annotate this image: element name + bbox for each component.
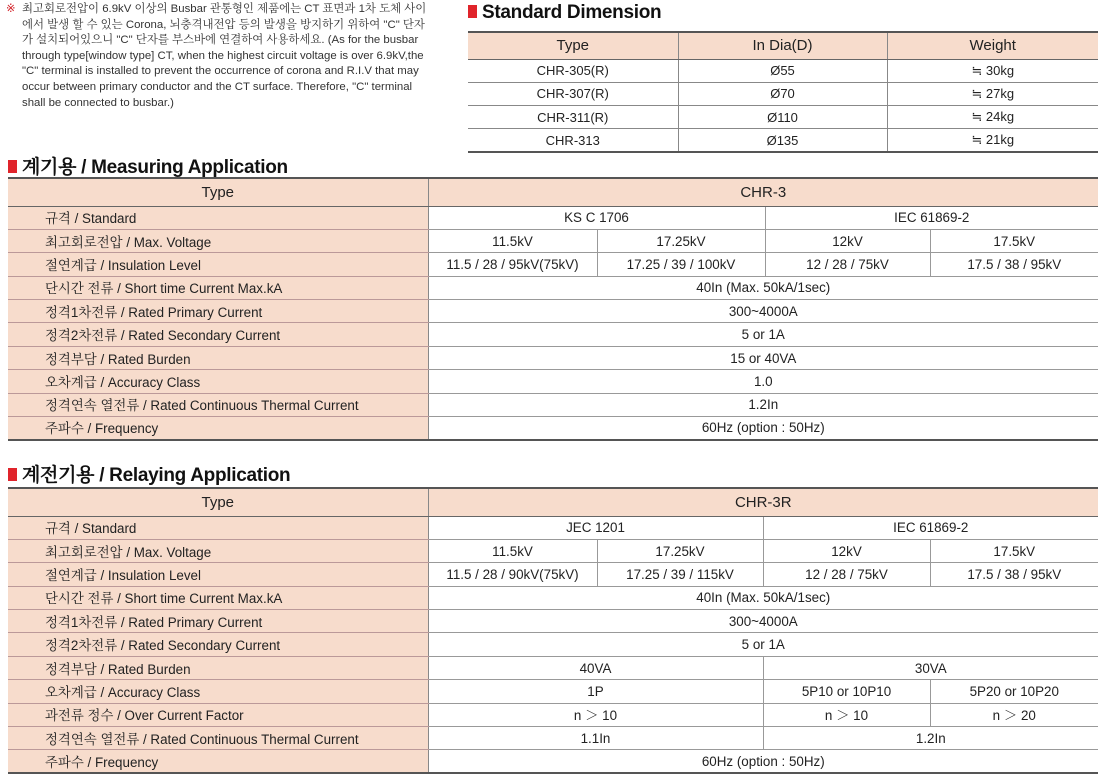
table-row (8, 539, 1098, 562)
cell: 12 / 28 / 75kV (763, 563, 930, 586)
cell: 5 or 1A (428, 633, 1098, 656)
relaying-spec-table (8, 487, 1098, 774)
row-label: 주파수 / Frequency (8, 417, 428, 440)
red-square-icon (468, 5, 477, 18)
note-text-block (6, 2, 430, 111)
row-label: 최고회로전압 / Max. Voltage (8, 539, 428, 562)
cell: 17.5kV (930, 229, 1098, 252)
cell: JEC 1201 (428, 516, 763, 539)
meas-type-label: Type (8, 178, 428, 206)
dim-header-type: Type (468, 32, 678, 59)
table-row (8, 727, 1098, 750)
table-row (8, 346, 1098, 369)
cell: 5 or 1A (428, 323, 1098, 346)
table-row (8, 633, 1098, 656)
cell: 30VA (763, 656, 1098, 679)
row-label: 규격 / Standard (8, 516, 428, 539)
table-row (8, 417, 1098, 440)
dim-cell: CHR-305(R) (468, 59, 678, 82)
cell: 5P10 or 10P10 (763, 680, 930, 703)
cell: 11.5 / 28 / 90kV(75kV) (428, 563, 597, 586)
dim-cell: Ø110 (678, 106, 887, 129)
dim-cell: ≒ 30kg (887, 59, 1098, 82)
cell: 17.25 / 39 / 115kV (597, 563, 763, 586)
measuring-section-title (8, 152, 288, 179)
dim-cell: Ø70 (678, 82, 887, 105)
row-label: 절연계급 / Insulation Level (8, 563, 428, 586)
table-row (8, 323, 1098, 346)
row-label: 정격2차전류 / Rated Secondary Current (8, 633, 428, 656)
row-label: 정격부담 / Rated Burden (8, 656, 428, 679)
dim-cell: ≒ 27kg (887, 82, 1098, 105)
table-row (8, 276, 1098, 299)
table-row (8, 656, 1098, 679)
relaying-section-title (8, 460, 290, 487)
cell: 17.25 / 39 / 100kV (597, 253, 765, 276)
cell: n ＞ 10 (428, 703, 763, 726)
row-label: 단시간 전류 / Short time Current Max.kA (8, 276, 428, 299)
cell: 17.25kV (597, 539, 763, 562)
cell: 5P20 or 10P20 (930, 680, 1098, 703)
table-row (8, 516, 1098, 539)
table-row (468, 106, 1098, 129)
dim-cell: Ø135 (678, 129, 887, 152)
cell: 17.25kV (597, 229, 765, 252)
cell: 1P (428, 680, 763, 703)
cell: 1.1In (428, 727, 763, 750)
table-row (8, 703, 1098, 726)
cell: 11.5kV (428, 539, 597, 562)
cell: 12kV (763, 539, 930, 562)
dim-header-weight: Weight (887, 32, 1098, 59)
meas-model: CHR-3 (428, 178, 1098, 206)
table-row (8, 370, 1098, 393)
cell: 11.5kV (428, 229, 597, 252)
row-label: 정격연속 열전류 / Rated Continuous Thermal Current (8, 727, 428, 750)
table-row (8, 610, 1098, 633)
cell: 12kV (765, 229, 930, 252)
cell: 17.5kV (930, 539, 1098, 562)
relay-model: CHR-3R (428, 488, 1098, 516)
red-square-icon (8, 160, 17, 173)
measuring-title-text: 계기용 / Measuring Application (22, 157, 288, 178)
cell: 11.5 / 28 / 95kV(75kV) (428, 253, 597, 276)
row-label: 단시간 전류 / Short time Current Max.kA (8, 586, 428, 609)
dim-cell: ≒ 24kg (887, 106, 1098, 129)
row-label: 오차계급 / Accuracy Class (8, 370, 428, 393)
note-mark: ※ (6, 3, 16, 15)
cell: n ＞ 20 (930, 703, 1098, 726)
measuring-spec-table (8, 177, 1098, 441)
cell: 1.0 (428, 370, 1098, 393)
table-row (8, 206, 1098, 229)
row-label: 과전류 정수 / Over Current Factor (8, 703, 428, 726)
row-label: 규격 / Standard (8, 206, 428, 229)
dim-cell: CHR-313 (468, 129, 678, 152)
table-row (8, 229, 1098, 252)
row-label: 정격부담 / Rated Burden (8, 346, 428, 369)
row-label: 절연계급 / Insulation Level (8, 253, 428, 276)
row-label: 오차계급 / Accuracy Class (8, 680, 428, 703)
cell: 300~4000A (428, 610, 1098, 633)
table-row (8, 750, 1098, 773)
table-row (8, 680, 1098, 703)
cell: KS C 1706 (428, 206, 765, 229)
cell: 1.2In (428, 393, 1098, 416)
relaying-title-text: 계전기용 / Relaying Application (22, 465, 291, 486)
dim-cell: ≒ 21kg (887, 129, 1098, 152)
dimension-table (468, 31, 1098, 153)
dim-cell: CHR-311(R) (468, 106, 678, 129)
cell: 17.5 / 38 / 95kV (930, 253, 1098, 276)
cell: IEC 61869-2 (763, 516, 1098, 539)
cell: 300~4000A (428, 300, 1098, 323)
table-row (468, 82, 1098, 105)
cell: 15 or 40VA (428, 346, 1098, 369)
table-row (8, 586, 1098, 609)
cell: 40VA (428, 656, 763, 679)
row-label: 정격1차전류 / Rated Primary Current (8, 300, 428, 323)
row-label: 최고회로전압 / Max. Voltage (8, 229, 428, 252)
dim-header-diameter: In Dia(D) (678, 32, 887, 59)
cell: 12 / 28 / 75kV (765, 253, 930, 276)
table-row (8, 563, 1098, 586)
table-row (8, 253, 1098, 276)
cell: 1.2In (763, 727, 1098, 750)
cell: IEC 61869-2 (765, 206, 1098, 229)
row-label: 정격연속 열전류 / Rated Continuous Thermal Current (8, 393, 428, 416)
row-label: 정격1차전류 / Rated Primary Current (8, 610, 428, 633)
cell: 60Hz (option : 50Hz) (428, 750, 1098, 773)
dimension-title-text: Standard Dimension (482, 2, 662, 23)
table-row (468, 129, 1098, 152)
row-label: 정격2차전류 / Rated Secondary Current (8, 323, 428, 346)
cell: 40In (Max. 50kA/1sec) (428, 586, 1098, 609)
dim-cell: Ø55 (678, 59, 887, 82)
cell: 17.5 / 38 / 95kV (930, 563, 1098, 586)
row-label: 주파수 / Frequency (8, 750, 428, 773)
red-square-icon (8, 468, 17, 481)
cell: n ＞ 10 (763, 703, 930, 726)
dimension-section-title (468, 2, 661, 24)
dim-cell: CHR-307(R) (468, 82, 678, 105)
table-row (8, 393, 1098, 416)
cell: 60Hz (option : 50Hz) (428, 417, 1098, 440)
cell: 40In (Max. 50kA/1sec) (428, 276, 1098, 299)
table-row (468, 59, 1098, 82)
relay-type-label: Type (8, 488, 428, 516)
table-row (8, 300, 1098, 323)
note-body: 최고회로전압이 6.9kV 이상의 Busbar 관통형인 제품에는 CT 표면과 1차 도체 사이에서 발생 할 수 있는 Corona, 뇌충격내전압 등의 발생을 방지하기 위하여 "C" 단자가 설치되어있으니 "C" 단자를 부스바에 연결하여 사용하세요. (As for the busbar through type[window type] CT, when the highest circuit voltage is over 6.9kV,the "C" terminal is installed to prevent the occurrence of corona and R.I.V that may occur between primary conductor and the CT surface. Therefore, "C" terminal shall be connected to busbar.) (22, 3, 427, 109)
